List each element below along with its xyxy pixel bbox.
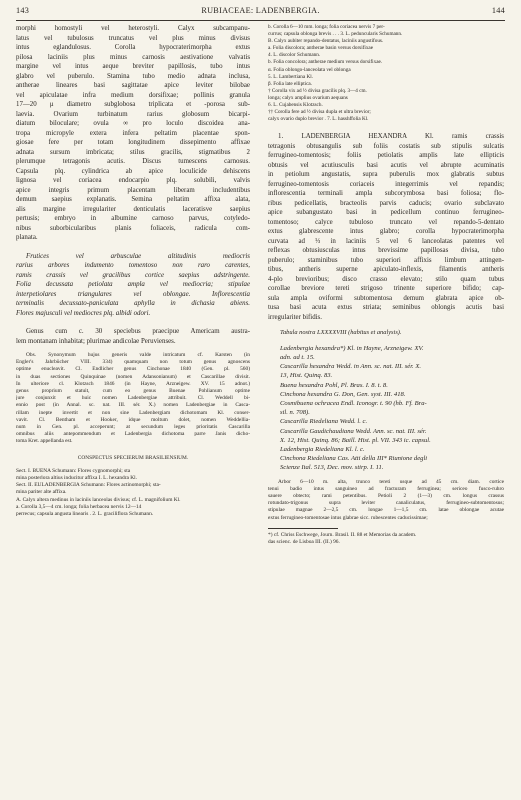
habit-line: rarius arbores indumento tomentoso non raro carentes, — [16, 262, 250, 269]
synonym-line: Buena hexandra Pohl, Pl. Bras. I. 8. t. 8. — [280, 381, 388, 389]
species-description — [268, 132, 504, 322]
species-line: tomentoso; calyce tubuloso truncato vel repando-5-dentato — [268, 218, 504, 226]
habit-line: Folia decussata petiolata ampla vel mediocria; stipulae — [16, 281, 250, 288]
genus-description-line: antherae lineares basi sagittatae apice leviter bilobae — [16, 82, 250, 89]
genus-description-line: nibus suborbicularibus planis foliaceis, radicula com- — [16, 224, 250, 232]
key-line: calyx ovario duplo brevior . 7. L. hasshffolia Kl. — [268, 116, 369, 123]
genus-description-line: giosae fere per totam longitudinem dissepimento affixae — [16, 139, 250, 146]
footnote-line: das scienc. de Lisboa III. (II.) 96. — [268, 539, 340, 546]
genus-description-line: intus eglandulosus. Corolla hypocraterimorpha extus — [16, 44, 250, 51]
description-line: sauere obtecto; rami petentibus. Petioli 2 (1—3) cm. longus crassus — [268, 493, 504, 500]
key-line: 4. L. discolor Schumann. — [268, 52, 321, 59]
genus-description-line: planata. — [16, 234, 38, 241]
species-line: sula ampla oviformi subtomentosa demum glabrata apice ob- — [268, 294, 504, 302]
species-key-continued — [268, 24, 504, 123]
synonym-line: Cascarilla Riedeliana Wedd. l. c. — [280, 418, 368, 426]
synonym-line: Scienze Ital. 513, Dec. mov. stirp. I. 11. — [280, 464, 384, 472]
running-header — [16, 5, 505, 19]
key-line: 5. L. Lambertiana Kl. — [268, 73, 313, 80]
key-line: † Corolla vix ad ½ divisa gracilis plq. 3—4 cm. — [268, 87, 367, 94]
synonym-line: X. 12, Hist. Quinq. 86; Baill. Hist. pl. VII. 343 ic. capsul. — [280, 436, 431, 444]
conspectus-line: a. Corolla 3,5—4 cm. longa; folia herbacea nervis 12—14 — [16, 503, 142, 510]
genus-description-line: laevia. Ovarium turbinatum rarius globosum bicarpi- — [16, 110, 250, 118]
genus-description-line: vel apiculatae infra medium dorsifixae; pollinis granula — [16, 91, 250, 99]
species-line: inflorescentia terminali ampla subcorymbosa basi foliosa; flo- — [268, 190, 504, 198]
habit-description — [16, 252, 250, 319]
observation-line: Obs. Synonymum hujus generis valde intricatum cf. Karsten (in — [26, 352, 250, 358]
conspectus-line: perrecus; capsula angusta linearis . 2. L. graciliflora Schumann. — [16, 511, 154, 518]
footnote-rule — [268, 528, 338, 529]
specimen-description — [268, 479, 504, 522]
conspectus-line: Sect. II. EULADENBERGIA Schumann: Flores actinomorphi; sta- — [16, 482, 161, 489]
synonymy-observation — [16, 352, 250, 446]
synonym-line: 13, Hist. Quinq. 83. — [280, 372, 333, 380]
observation-line: optime enucleavit. Cl. Endlicher genus Cinchonae 1840 (Gen. pl. 560) — [16, 366, 250, 373]
genus-description-line: pilosa laciniis plus minus carnosis aestivatione valvatis — [16, 53, 250, 61]
key-line: B. Calyx aubiter repando-dentatus, laciniis angustifous. — [268, 38, 384, 45]
habit-line: Frutices vel arbusculae altitudinis mediocris — [26, 252, 250, 260]
species-line: tusa basi acuta extus striata; seminibus oblongis acutis basi — [268, 304, 504, 312]
observation-line: rillam inepte invertit et non sine Ladenbergiam dichotomam Kl. conser- — [16, 409, 250, 416]
synonym-line: Ladenbergia hexandra*) Kl. in Hayne, Arzneigew. XV. — [280, 344, 424, 352]
key-line: b. Folia concolora; antherae medium versus dorsifixae. — [268, 59, 383, 66]
footnote-line: *) cf. Chriss Eschwege, Journ. Brasil. II. 88 et Memorias da academ. — [268, 531, 417, 538]
species-line: ribus pedicellatis, bracteolis parvis caducis; ovario subclavato — [268, 199, 504, 207]
genus-description-line: lignosa vel coriacea endocarpio plq. solubili, valvis — [16, 177, 250, 184]
habit-line: ramis crassis vel gracilibus cortice saepius adstringente. — [16, 271, 250, 279]
genus-description-line: 17—20 μ diametro subglobosa triplicata et -porosa sub- — [16, 101, 250, 108]
right-column — [268, 24, 504, 546]
observation-line: omnibus aliis antepommendum et Ladenbergia dichotoma parre Janis dicho- — [16, 431, 250, 438]
species-line: reflexas obtusiusculas intus brevissime papillosas divisa, tubo — [268, 247, 504, 255]
synonym-line: sil. n. 708). — [280, 409, 310, 417]
synonym-line: Cascarilla Gaudichaudiana Wedd. Ann. sc. nat. III. sér. — [280, 427, 427, 435]
genus-description-line: morphi homostyli vel heterostyli. Calyx subcampanu- — [16, 25, 250, 32]
observation-line: jure conjunxit et huic nomen Ladenbergiae attribuit. Cl. Weddell bi- — [16, 395, 250, 402]
genus-description-line: pertusis; embryo in albumine carnoso parvus, cotyledo- — [16, 215, 250, 222]
description-line: Arbor 6—10 m. alta, trunco tereti usque ad 45 cm. diam. cortice — [278, 478, 504, 485]
distribution-line: lem montanam inhabitat; plurimae andicolae Peruvienses. — [16, 337, 176, 345]
species-line: ferrugineo-tomentosis coriaceis integerrimis vel repandis; — [268, 180, 504, 188]
genus-description — [16, 24, 250, 243]
description-line: tenui badio intus sanguineo ad fracturam ferruginea; sericeo fusco-ruhro — [268, 485, 504, 492]
species-line: ferrugineo-tomentosis; foliis petiolatis amplis late ellipticis — [268, 152, 504, 160]
description-line: rotundato-trigonus supra leviter canaliculatus, ferrugineo-subtomentosus; — [268, 500, 504, 507]
synonym-line: Cinchona hexandra G. Don, Gen. syst. III. 418. — [280, 390, 406, 398]
species-line: extus glabrescente intus glabro; corolla hypocraterimorpha — [268, 228, 504, 236]
genus-description-line: demum saepius explanatis. Semina peltatim affixa alata, — [16, 196, 250, 203]
observation-line: genus proprium statuit, cum eo genus Buenae Pohlianum optime — [16, 388, 250, 395]
synonym-list — [268, 344, 504, 473]
habit-line: terminalis decussato-paniculata aphylla in dichasia abiens. — [16, 300, 250, 307]
genus-description-line: margine vel intus aeque breviter papillosis, tubo intus — [16, 63, 250, 70]
running-title: RUBIACEAE: LADENBERGIA. — [201, 6, 320, 15]
species-line: obtusis vel acutiusculis basi acutis vel abrupte acuminatis — [268, 161, 504, 169]
observation-line: in duas sectiones Quinquinae (nomen Adansonianum) et Cascarillae divisit. — [16, 373, 250, 380]
distribution-note — [16, 327, 250, 346]
observation-line: Engler's Jahrbücher VIII. 334) quamquam non totum genus agnoscens — [16, 359, 250, 366]
key-line: currus; capsula oblonga brevis . . . 3. L. peduncularis Schumann. — [268, 31, 403, 38]
page-number-left: 143 — [16, 6, 30, 15]
species-line: in petiolum angustatis, supra puberulis mox glabratis subtus — [268, 171, 504, 179]
key-line: b. Corolla 6—10 mm. longa; folia coriacea nervis 7 per- — [268, 24, 385, 30]
left-column — [16, 24, 250, 518]
species-line: tetragonis obtusangulis sub foliis costatis sub stipulis sulcatis — [268, 142, 504, 150]
observation-line: num in Gen. pl. acceperunt; at secundum leges prioritatis Cascarilla — [16, 424, 250, 431]
key-line: †† Corolla fere ad ½ divisa dupla et ultra brevior; — [268, 109, 371, 116]
genus-description-line: Capsula plq. cylindrica ab apice loculicide dehiscens — [16, 167, 250, 175]
synonym-line: Cascarilla hexandra Wedd. in Ann. sc. nat. III. sér. X. — [280, 363, 422, 371]
synonym-line: adn. ad t. 15. — [280, 354, 315, 362]
genus-description-line: alis margine irregulariter denticulatis laceratisve saepius — [16, 205, 250, 213]
species-line: 4-plo brevioribus; disco crasso elevato; stilo quam tubus — [268, 275, 504, 283]
genus-description-line: latus vel tubulosus truncatus vel plus minus divisus — [16, 34, 250, 42]
key-line: longa; calyx amplius ovarium aequans — [268, 94, 348, 101]
conspectus-line: A. Calyx altera medinus in laciniis lanceolas divisus; cf. L. magnifolium Kl. — [16, 496, 181, 503]
habit-line: interpetiolares triangulares vel oblongae. Inflorescentia — [16, 290, 250, 298]
observation-line: In ulteriore cl. Klotzsch 1846 (in Hayne, Arzneigew. XV. 15 adnot.) — [16, 380, 250, 387]
conspectus-line: Sect. I. BUENA Schumann: Flores cygnomorphi; sta — [16, 467, 131, 474]
header-rule — [16, 20, 505, 21]
species-line: irregulariter bifidis. — [268, 313, 322, 321]
page-number-right: 144 — [491, 6, 505, 15]
conspectus-line: mina pariter alte affixa. — [16, 489, 67, 496]
species-line: curvata ad ⅓ in laciniis 5 vel 6 lanceolatas patentes vel — [268, 237, 504, 245]
genus-description-line: tropa micropyle extera infera peltatim placentae spon- — [16, 129, 250, 137]
genus-description-line: diatum biloculare; ovula ∞ pro loculo discoidea ana- — [16, 120, 250, 127]
description-line: extus ferrugineo-tomentosae intus glabrae sicc. rubescentes caducissimae; — [268, 514, 428, 521]
species-line: puberulo; staminibus tubo superiori affixis limbum attingen- — [268, 256, 504, 264]
synonym-line: Cinchona Riedeliana Cas. Atti della III* Riunione degli — [280, 455, 428, 463]
habit-line: Flores majusculi vel mediocres plq. albidi odori. — [16, 309, 151, 317]
key-line: α. Folia oblongo-lanceolata vel oblonga — [268, 66, 351, 73]
species-line: corollae breviore tereti strigoso trinente superiore bifido; cap- — [268, 285, 504, 293]
distribution-line: Genus cum c. 30 speciebus praecipue Americam austra- — [26, 328, 250, 335]
key-line: β. Folia late elliptica. — [268, 80, 312, 87]
synonym-line: Cosmibuena ochracea Endl. Iconogr. t. 90 (hb. Ff. Bra- — [280, 400, 427, 408]
observation-line: ennio post (in Annal. sc. nat. III. sér. X.) nomen Ladenbergiae in Casca- — [16, 402, 250, 409]
observation-line: toma Kret. appellanda est. — [16, 438, 73, 445]
conspectus-key — [16, 468, 250, 518]
footnote — [268, 532, 504, 546]
key-line: 6. L. Cujabensis Klotzsch. — [268, 102, 323, 109]
genus-description-line: apice integris primum placentam liberam includentibus — [16, 186, 250, 194]
key-line: a. Folia discolora; antherae basin versus dorsifixae — [268, 45, 374, 52]
species-line: tibus, antheris superne apiculato-inflexis, filamentis antheris — [268, 266, 504, 274]
conspectus-title: CONSPECTUS SPECIERUM BRASILIENSIUM. — [77, 454, 189, 461]
synonym-line: Ladenbergia Riedeliana Kl. l. c. — [280, 446, 365, 454]
genus-description-line: glabro vel puberulo. Stamina tubo medio adnata inclusa, — [16, 72, 250, 80]
species-line: apice subangustato basi in pedicellum continuo ferrugineo- — [268, 209, 504, 217]
species-line: 1. LADENBERGIA HEXANDRA Kl. ramis crassis — [278, 133, 504, 141]
conspectus-line: mina posterlora altius inducitur affixa I. L. hexandra Kl. — [16, 475, 138, 482]
genus-description-line: adnata sursum imbricata; stilus gracilis, stigmatibus 2 — [16, 148, 250, 156]
description-line: stipulae magnae 2—2,5 cm. longae 1—1,5 cm. latae oblongae acutae — [268, 507, 504, 514]
plate-reference: Tabula nostra LXXXXVIII (habitus et analysis). — [280, 329, 402, 337]
observation-line: vavit. Cl. Bentham et Hooker, idque moltum dolet, nomen Weddellia- — [16, 416, 250, 423]
genus-description-line: plerumque tetragonis acutis. Discus tumescens carnosus. — [16, 158, 250, 165]
